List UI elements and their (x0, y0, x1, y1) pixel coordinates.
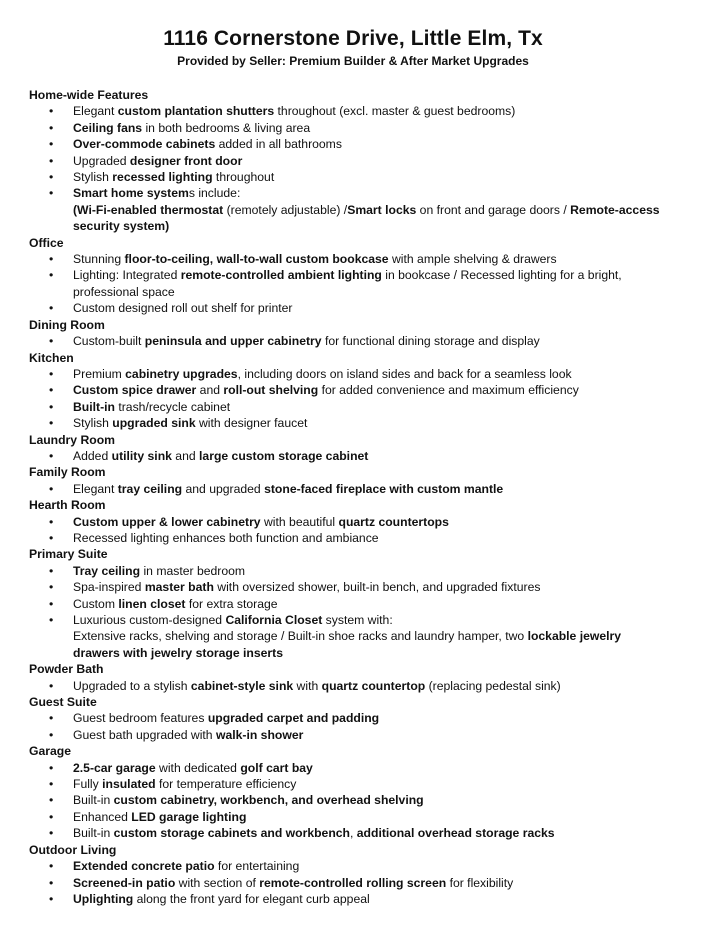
item-text: for extra storage (185, 596, 278, 611)
list-item (29, 267, 669, 300)
bullet-list (29, 678, 669, 694)
highlight-text: Extended concrete patio (73, 859, 215, 874)
highlight-text: designer front door (129, 153, 243, 168)
highlight-text: (Wi-Fi-enabled thermostat (73, 202, 224, 217)
item-text: Upgraded to a stylish (73, 678, 191, 693)
list-item (29, 776, 669, 792)
section-powder-bath (29, 661, 669, 694)
features-list (29, 87, 669, 907)
section-hearth-room (29, 497, 669, 546)
bullet-list (29, 366, 669, 432)
section-home-wide-features (29, 87, 669, 235)
highlight-text: LED garage lighting (131, 809, 247, 824)
highlight-text: cabinetry upgrades (125, 366, 238, 381)
page-subtitle: Provided by Seller: Premium Builder & After Market Upgrades (177, 54, 529, 68)
item-text: in both bedrooms & living area (142, 120, 311, 135)
highlight-text: insulated (102, 777, 156, 792)
list-item (29, 185, 669, 234)
bullet-list (29, 448, 669, 464)
item-text: throughout (excl. master & guest bedrooms) (274, 104, 516, 119)
section-heading: Garage (29, 744, 72, 759)
list-item (29, 251, 669, 267)
section-heading: Outdoor Living (29, 842, 117, 857)
section-outdoor-living (29, 842, 669, 908)
highlight-text: custom plantation shutters (117, 104, 275, 119)
item-text: for functional dining storage and display (321, 334, 540, 349)
item-text: Custom designed roll out shelf for printer (73, 301, 293, 316)
item-text: with section of (175, 875, 260, 890)
item-text: Custom (73, 596, 119, 611)
section-heading: Hearth Room (29, 498, 106, 513)
item-text: Custom-built (73, 334, 145, 349)
section-heading: Kitchen (29, 350, 74, 365)
highlight-text: golf cart bay (240, 760, 313, 775)
highlight-text: upgraded carpet and padding (207, 711, 380, 726)
item-text: trash/recycle cabinet (114, 399, 231, 414)
highlight-text: tray ceiling (117, 481, 183, 496)
section-laundry-room (29, 432, 669, 465)
section-heading: Family Room (29, 465, 106, 480)
section-family-room (29, 464, 669, 497)
item-text: with ample shelving & drawers (388, 252, 557, 267)
list-item (29, 596, 669, 612)
item-text: Upgraded (73, 153, 130, 168)
item-text: throughout (212, 170, 275, 185)
bullet-list (29, 333, 669, 349)
item-text: Stunning (73, 252, 125, 267)
highlight-text: large custom storage cabinet (199, 448, 369, 463)
bullet-list (29, 251, 669, 317)
bullet-list (29, 514, 669, 547)
bullet-list (29, 710, 669, 743)
section-dining-room (29, 317, 669, 350)
highlight-text: linen closet (118, 596, 186, 611)
item-text: with oversized shower, built-in bench, and upgraded fixtures (213, 580, 541, 595)
item-text: Built-in (73, 826, 114, 841)
section-heading: Powder Bath (29, 662, 104, 677)
item-text: in bookcase / Recessed lighting for a bright, professional space (73, 268, 622, 299)
list-item (29, 875, 669, 891)
section-heading: Laundry Room (29, 432, 115, 447)
list-item (29, 858, 669, 874)
highlight-text: 2.5-car garage (73, 760, 156, 775)
list-item (29, 366, 669, 382)
list-item (29, 169, 669, 185)
list-item (29, 514, 669, 530)
item-text: system with: (322, 613, 393, 627)
section-garage (29, 743, 669, 841)
highlight-text: Remote-access security system) (73, 202, 660, 234)
item-text: Extensive racks, shelving and storage / Built-in shoe racks and laundry hamper, two (73, 629, 528, 644)
highlight-text: remote-controlled ambient lighting (180, 268, 382, 283)
item-text: (remotely adjustable) / (223, 202, 348, 217)
list-item (29, 579, 669, 595)
section-heading: Dining Room (29, 317, 105, 332)
item-text: Recessed lighting enhances both function and ambiance (73, 530, 379, 545)
item-text: s include: (188, 186, 241, 201)
item-text: Fully (73, 777, 103, 792)
list-item (29, 103, 669, 119)
item-text: for flexibility (446, 875, 514, 890)
list-item (29, 563, 669, 579)
highlight-text: Custom spice drawer (73, 383, 197, 398)
item-text: with beautiful (260, 514, 339, 529)
list-item (29, 792, 669, 808)
list-item (29, 382, 669, 398)
section-primary-suite (29, 546, 669, 661)
list-item (29, 727, 669, 743)
item-text: with dedicated (155, 760, 241, 775)
highlight-text: Uplighting (73, 891, 134, 906)
highlight-text: quartz countertop (321, 678, 426, 693)
list-item (29, 448, 669, 464)
highlight-text: Over-commode cabinets (73, 137, 216, 152)
section-heading: Primary Suite (29, 547, 108, 562)
highlight-text: quartz countertops (338, 514, 449, 529)
item-text: with designer faucet (195, 416, 308, 431)
list-item (29, 333, 669, 349)
item-text: and upgraded (182, 481, 265, 496)
item-text: Guest bedroom features (73, 711, 208, 726)
bullet-list (29, 103, 669, 234)
bullet-list (29, 481, 669, 497)
item-text: , (350, 826, 357, 841)
list-item-continuation (73, 628, 669, 661)
list-item (29, 415, 669, 431)
page-title: 1116 Cornerstone Drive, Little Elm, Tx (163, 27, 543, 50)
list-item (29, 891, 669, 907)
item-text: Spa-inspired (73, 580, 145, 595)
list-item (29, 710, 669, 726)
highlight-text: Smart locks (347, 202, 417, 217)
highlight-text: floor-to-ceiling, wall-to-wall custom bookcase (124, 252, 389, 267)
item-text: added in all bathrooms (215, 137, 342, 152)
list-item (29, 399, 669, 415)
item-text: Enhanced (73, 809, 132, 824)
highlight-text: utility sink (111, 448, 172, 463)
item-text: (replacing pedestal sink) (425, 678, 561, 693)
section-office (29, 235, 669, 317)
highlight-text: upgraded sink (112, 416, 196, 431)
list-item-continuation (73, 202, 669, 235)
list-item (29, 678, 669, 694)
section-guest-suite (29, 694, 669, 743)
item-text: Elegant (73, 481, 118, 496)
highlight-text: Tray ceiling (73, 563, 141, 578)
highlight-text: stone-faced fireplace with custom mantle (264, 481, 504, 496)
highlight-text: Ceiling fans (73, 120, 143, 135)
section-heading: Home-wide Features (29, 88, 149, 102)
list-item (29, 760, 669, 776)
highlight-text: recessed lighting (112, 170, 213, 185)
item-text: on front and garage doors / (416, 202, 571, 217)
item-text: Luxurious custom-designed (73, 613, 226, 627)
item-text: Added (73, 448, 112, 463)
list-item (29, 153, 669, 169)
list-item (29, 136, 669, 152)
highlight-text: custom cabinetry, workbench, and overhead shelving (113, 793, 424, 808)
list-item (29, 612, 669, 661)
highlight-text: Built-in (73, 399, 115, 414)
highlight-text: cabinet-style sink (190, 678, 294, 693)
item-text: Built-in (73, 793, 114, 808)
highlight-text: lockable jewelry drawers with jewelry storage inserts (73, 629, 622, 660)
list-item (29, 825, 669, 841)
section-heading: Guest Suite (29, 695, 97, 710)
item-text: Elegant (73, 104, 118, 119)
highlight-text: Smart home system (73, 186, 189, 201)
highlight-text: roll-out shelving (223, 383, 319, 398)
bullet-list (29, 858, 669, 907)
item-text: along the front yard for elegant curb appeal (133, 891, 370, 906)
list-item (29, 809, 669, 825)
item-text: for entertaining (214, 859, 300, 874)
item-text: in master bedroom (140, 563, 246, 578)
list-item (29, 300, 669, 316)
item-text: and (196, 383, 224, 398)
highlight-text: peninsula and upper cabinetry (144, 334, 322, 349)
bullet-list (29, 563, 669, 661)
highlight-text: remote-controlled rolling screen (259, 875, 447, 890)
highlight-text: walk-in shower (215, 727, 304, 742)
item-text: and (171, 448, 200, 463)
item-text: for added convenience and maximum efficiency (318, 383, 579, 398)
item-text: Stylish (73, 416, 113, 431)
highlight-text: additional overhead storage racks (356, 826, 555, 841)
list-item (29, 120, 669, 136)
section-kitchen (29, 350, 669, 432)
list-item (29, 481, 669, 497)
item-text: Lighting: Integrated (73, 268, 181, 283)
item-text: , including doors on island sides and back for a seamless look (237, 366, 572, 381)
highlight-text: Screened-in patio (73, 875, 176, 890)
item-text: for temperature efficiency (155, 777, 297, 792)
highlight-text: custom storage cabinets and workbench (113, 826, 350, 841)
item-text: Guest bath upgraded with (73, 727, 216, 742)
item-text: with (293, 678, 322, 693)
highlight-text: Custom upper & lower cabinetry (73, 514, 261, 529)
bullet-list (29, 760, 669, 842)
list-item (29, 530, 669, 546)
item-text: Stylish (73, 170, 113, 185)
highlight-text: master bath (144, 580, 214, 595)
section-heading: Office (29, 235, 64, 250)
item-text: Premium (73, 366, 126, 381)
highlight-text: California Closet (225, 613, 323, 627)
